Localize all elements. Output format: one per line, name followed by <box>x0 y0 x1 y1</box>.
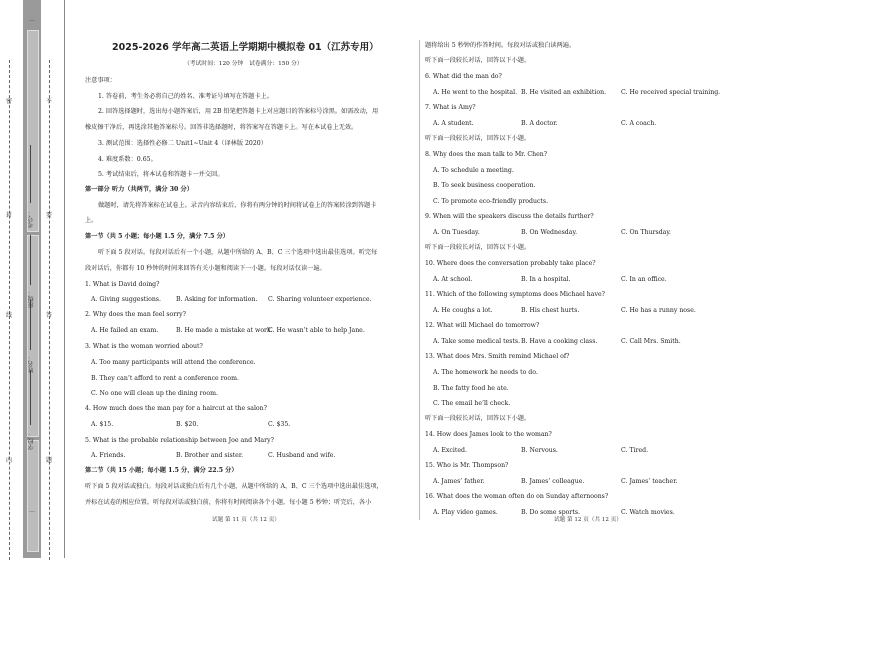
page-footer: 试题 第 12 页（共 12 页） <box>554 517 622 523</box>
binding-strip-panel-middle <box>27 235 39 437</box>
section-instructions: 听下面 5 段对话。每段对话后有一个小题，从题中所给的 A、B、C 三个选项中选出最佳选项。听完每 <box>98 249 378 256</box>
option-c[interactable]: C. In an office. <box>621 276 667 283</box>
binding-strip-panel-top <box>27 30 39 232</box>
exam-number-label: 考号： <box>28 210 35 228</box>
option-c[interactable]: C. A coach. <box>621 120 657 127</box>
notice-line: 1. 答卷前，考生务必将自己的姓名、准考证号填写在答题卡上。 <box>98 93 273 100</box>
option-a[interactable]: A. A student. <box>433 120 474 127</box>
option-c[interactable]: C. He received special training. <box>621 89 721 96</box>
exam-info: （考试时间：120 分钟 试卷满分：150 分） <box>184 61 303 67</box>
option-b[interactable]: B. He made a mistake at work. <box>176 327 273 334</box>
notice-line: 橡皮擦干净后，再选涂其他答案标号。回答非选择题时，将答案写在答题卡上。写在本试卷上无效。 <box>85 124 358 131</box>
option-c[interactable]: C. To promote eco-friendly products. <box>433 198 549 205</box>
option-a[interactable]: A. He coughs a lot. <box>433 307 493 314</box>
question: 2. Why does the man feel sorry? <box>85 311 186 318</box>
exam-number-fill-line[interactable] <box>30 145 31 203</box>
section-heading: 第一节（共 5 小题；每小题 1.5 分，满分 7.5 分） <box>85 233 229 240</box>
section-instructions: 并标在试卷的相应位置。听每段对话或独白前，你将有时间阅读各个小题，每小题 5 秒钟；听完后，各小 <box>85 499 372 506</box>
edge-ellipsis: … <box>29 507 35 514</box>
option-b[interactable]: B. A doctor. <box>521 120 558 127</box>
option-c[interactable]: C. Call Mrs. Smith. <box>621 338 681 345</box>
option-c[interactable]: C. James’ teacher. <box>621 478 678 485</box>
option-a[interactable]: A. Excited. <box>433 447 467 454</box>
question: 7. What is Amy? <box>425 104 476 111</box>
option-b[interactable]: B. In a hospital. <box>521 276 571 283</box>
option-b[interactable]: B. James’ colleague. <box>521 478 585 485</box>
question: 4. How much does the man pay for a haircut at the salon? <box>85 405 267 412</box>
class-fill-line[interactable] <box>30 235 31 285</box>
option-a[interactable]: A. Too many participants will attend the conference. <box>91 359 256 366</box>
question: 11. Which of the following symptoms does Michael have? <box>425 291 605 298</box>
question: 9. When will the speakers discuss the details further? <box>425 213 594 220</box>
seal-mark: 不 <box>46 98 53 105</box>
part-instructions: 做题时，请先将答案标在试卷上。录音内容结束后，你将有两分钟的时间将试卷上的答案转涂到答题卡 <box>98 202 377 209</box>
question: 1. What is David doing? <box>85 281 160 288</box>
dialogue-prompt: 听下面一段较长对话，回答以下小题。 <box>425 415 531 422</box>
option-b[interactable]: B. They can’t afford to rent a conference room. <box>91 375 239 382</box>
option-c[interactable]: C. Sharing volunteer experience. <box>268 296 372 303</box>
option-b[interactable]: B. On Wednesday. <box>521 229 578 236</box>
question: 3. What is the woman worried about? <box>85 343 203 350</box>
option-a[interactable]: A. The homework he needs to do. <box>433 369 538 376</box>
notice-line: 5. 考试结束后，将本试卷和答题卡一并交回。 <box>98 171 224 178</box>
option-c[interactable]: C. Tired. <box>621 447 649 454</box>
page-left-border <box>64 0 65 558</box>
option-a[interactable]: A. On Tuesday. <box>433 229 480 236</box>
school-fill-line[interactable] <box>30 370 31 425</box>
seal-mark: 内 <box>6 457 13 464</box>
page-title: 2025-2026 学年高二英语上学期期中模拟卷 01（江苏专用） <box>112 42 379 53</box>
option-b[interactable]: B. The fatty food he ate. <box>433 385 509 392</box>
question: 13. What does Mrs. Smith remind Michael of? <box>425 353 570 360</box>
option-b[interactable]: B. His chest hurts. <box>521 307 580 314</box>
seal-mark: 封 <box>6 212 13 219</box>
seal-mark: 密 <box>6 98 13 105</box>
notice-line: 2. 回答选择题时，选出每小题答案后，用 2B 铅笔把答题卡上对应题目的答案标号涂黑。如需改动，用 <box>98 108 379 115</box>
dialogue-prompt: 听下面一段较长对话，回答以下小题。 <box>425 135 531 142</box>
section-heading: 第二节（共 15 小题；每小题 1.5 分，满分 22.5 分） <box>85 467 238 474</box>
option-b[interactable]: B. Asking for information. <box>176 296 258 303</box>
option-c[interactable]: C. Husband and wife. <box>268 452 336 459</box>
option-b[interactable]: B. To seek business cooperation. <box>433 182 536 189</box>
option-a[interactable]: A. Friends. <box>91 452 126 459</box>
page-footer: 试题 第 11 页（共 12 页） <box>212 517 280 523</box>
option-c[interactable]: C. On Thursday. <box>621 229 671 236</box>
option-b[interactable]: B. Do some sports. <box>521 509 580 516</box>
notice-heading: 注意事项： <box>85 77 116 84</box>
section-instructions: 段对话后，你都有 10 秒钟的时间来回答有关小题和阅读下一小题。每段对话仅读一遍。 <box>85 265 326 272</box>
option-b[interactable]: B. He visited an exhibition. <box>521 89 607 96</box>
question: 16. What does the woman often do on Sunday afternoons? <box>425 493 609 500</box>
edge-ellipsis: … <box>29 16 35 23</box>
question: 14. How does James look to the woman? <box>425 431 552 438</box>
binding-strip-panel-bottom <box>27 440 39 552</box>
question: 8. Why does the man talk to Mr. Chen? <box>425 151 548 158</box>
dialogue-prompt: 听下面一段较长对话，回答以下小题。 <box>425 57 531 64</box>
option-a[interactable]: A. Take some medical tests. <box>433 338 521 345</box>
column-divider <box>419 40 420 520</box>
option-c[interactable]: C. He wasn’t able to help Jane. <box>268 327 365 334</box>
seal-mark: 要 <box>46 212 53 219</box>
option-b[interactable]: B. Nervous. <box>521 447 558 454</box>
option-a[interactable]: A. At school. <box>433 276 473 283</box>
option-c[interactable]: C. Watch movies. <box>621 509 675 516</box>
part-heading: 第一部分 听力（共两节，满分 30 分） <box>85 186 193 193</box>
option-c[interactable]: C. The email he’ll check. <box>433 400 511 407</box>
question: 6. What did the man do? <box>425 73 502 80</box>
seal-mark: 题 <box>46 457 53 464</box>
option-a[interactable]: A. $15. <box>91 421 114 428</box>
name-label: 姓名： <box>28 355 35 373</box>
section-instructions: 题将给出 5 秒钟的作答时间。每段对话或独白读两遍。 <box>425 42 576 49</box>
question: 15. Who is Mr. Thompson? <box>425 462 509 469</box>
notice-line: 3. 测试范围：选择性必修二 Unit1~Unit 4（译林版 2020） <box>98 140 267 147</box>
option-b[interactable]: B. Have a cooking class. <box>521 338 598 345</box>
seal-mark: 线 <box>6 312 13 319</box>
dialogue-prompt: 听下面一段较长对话，回答以下小题。 <box>425 244 531 251</box>
option-c[interactable]: C. No one will clean up the dining room. <box>91 390 218 397</box>
question: 5. What is the probable relationship between Joe and Mary? <box>85 437 274 444</box>
option-b[interactable]: B. Brother and sister. <box>176 452 244 459</box>
option-a[interactable]: A. He went to the hospital. <box>433 89 518 96</box>
option-a[interactable]: A. He failed an exam. <box>91 327 159 334</box>
option-c[interactable]: C. $35. <box>268 421 291 428</box>
section-instructions: 听下面 5 段对话或独白。每段对话或独白后有几个小题，从题中所给的 A、B、C 三个选项中选出最佳选项， <box>85 483 383 490</box>
school-label: 学校： <box>28 432 35 450</box>
option-b[interactable]: B. $20. <box>176 421 199 428</box>
option-a[interactable]: A. James’ father. <box>433 478 485 485</box>
option-a[interactable]: A. To schedule a meeting. <box>433 167 514 174</box>
option-a[interactable]: A. Play video games. <box>433 509 498 516</box>
class-label: 班级： <box>28 290 35 308</box>
seal-mark: 答 <box>46 312 53 319</box>
question: 10. Where does the conversation probably take place? <box>425 260 596 267</box>
option-c[interactable]: C. He has a runny nose. <box>621 307 696 314</box>
option-a[interactable]: A. Giving suggestions. <box>91 296 161 303</box>
notice-line: 4. 难度系数：0.65。 <box>98 156 157 163</box>
part-instructions: 上。 <box>85 217 98 224</box>
question: 12. What will Michael do tomorrow? <box>425 322 540 329</box>
